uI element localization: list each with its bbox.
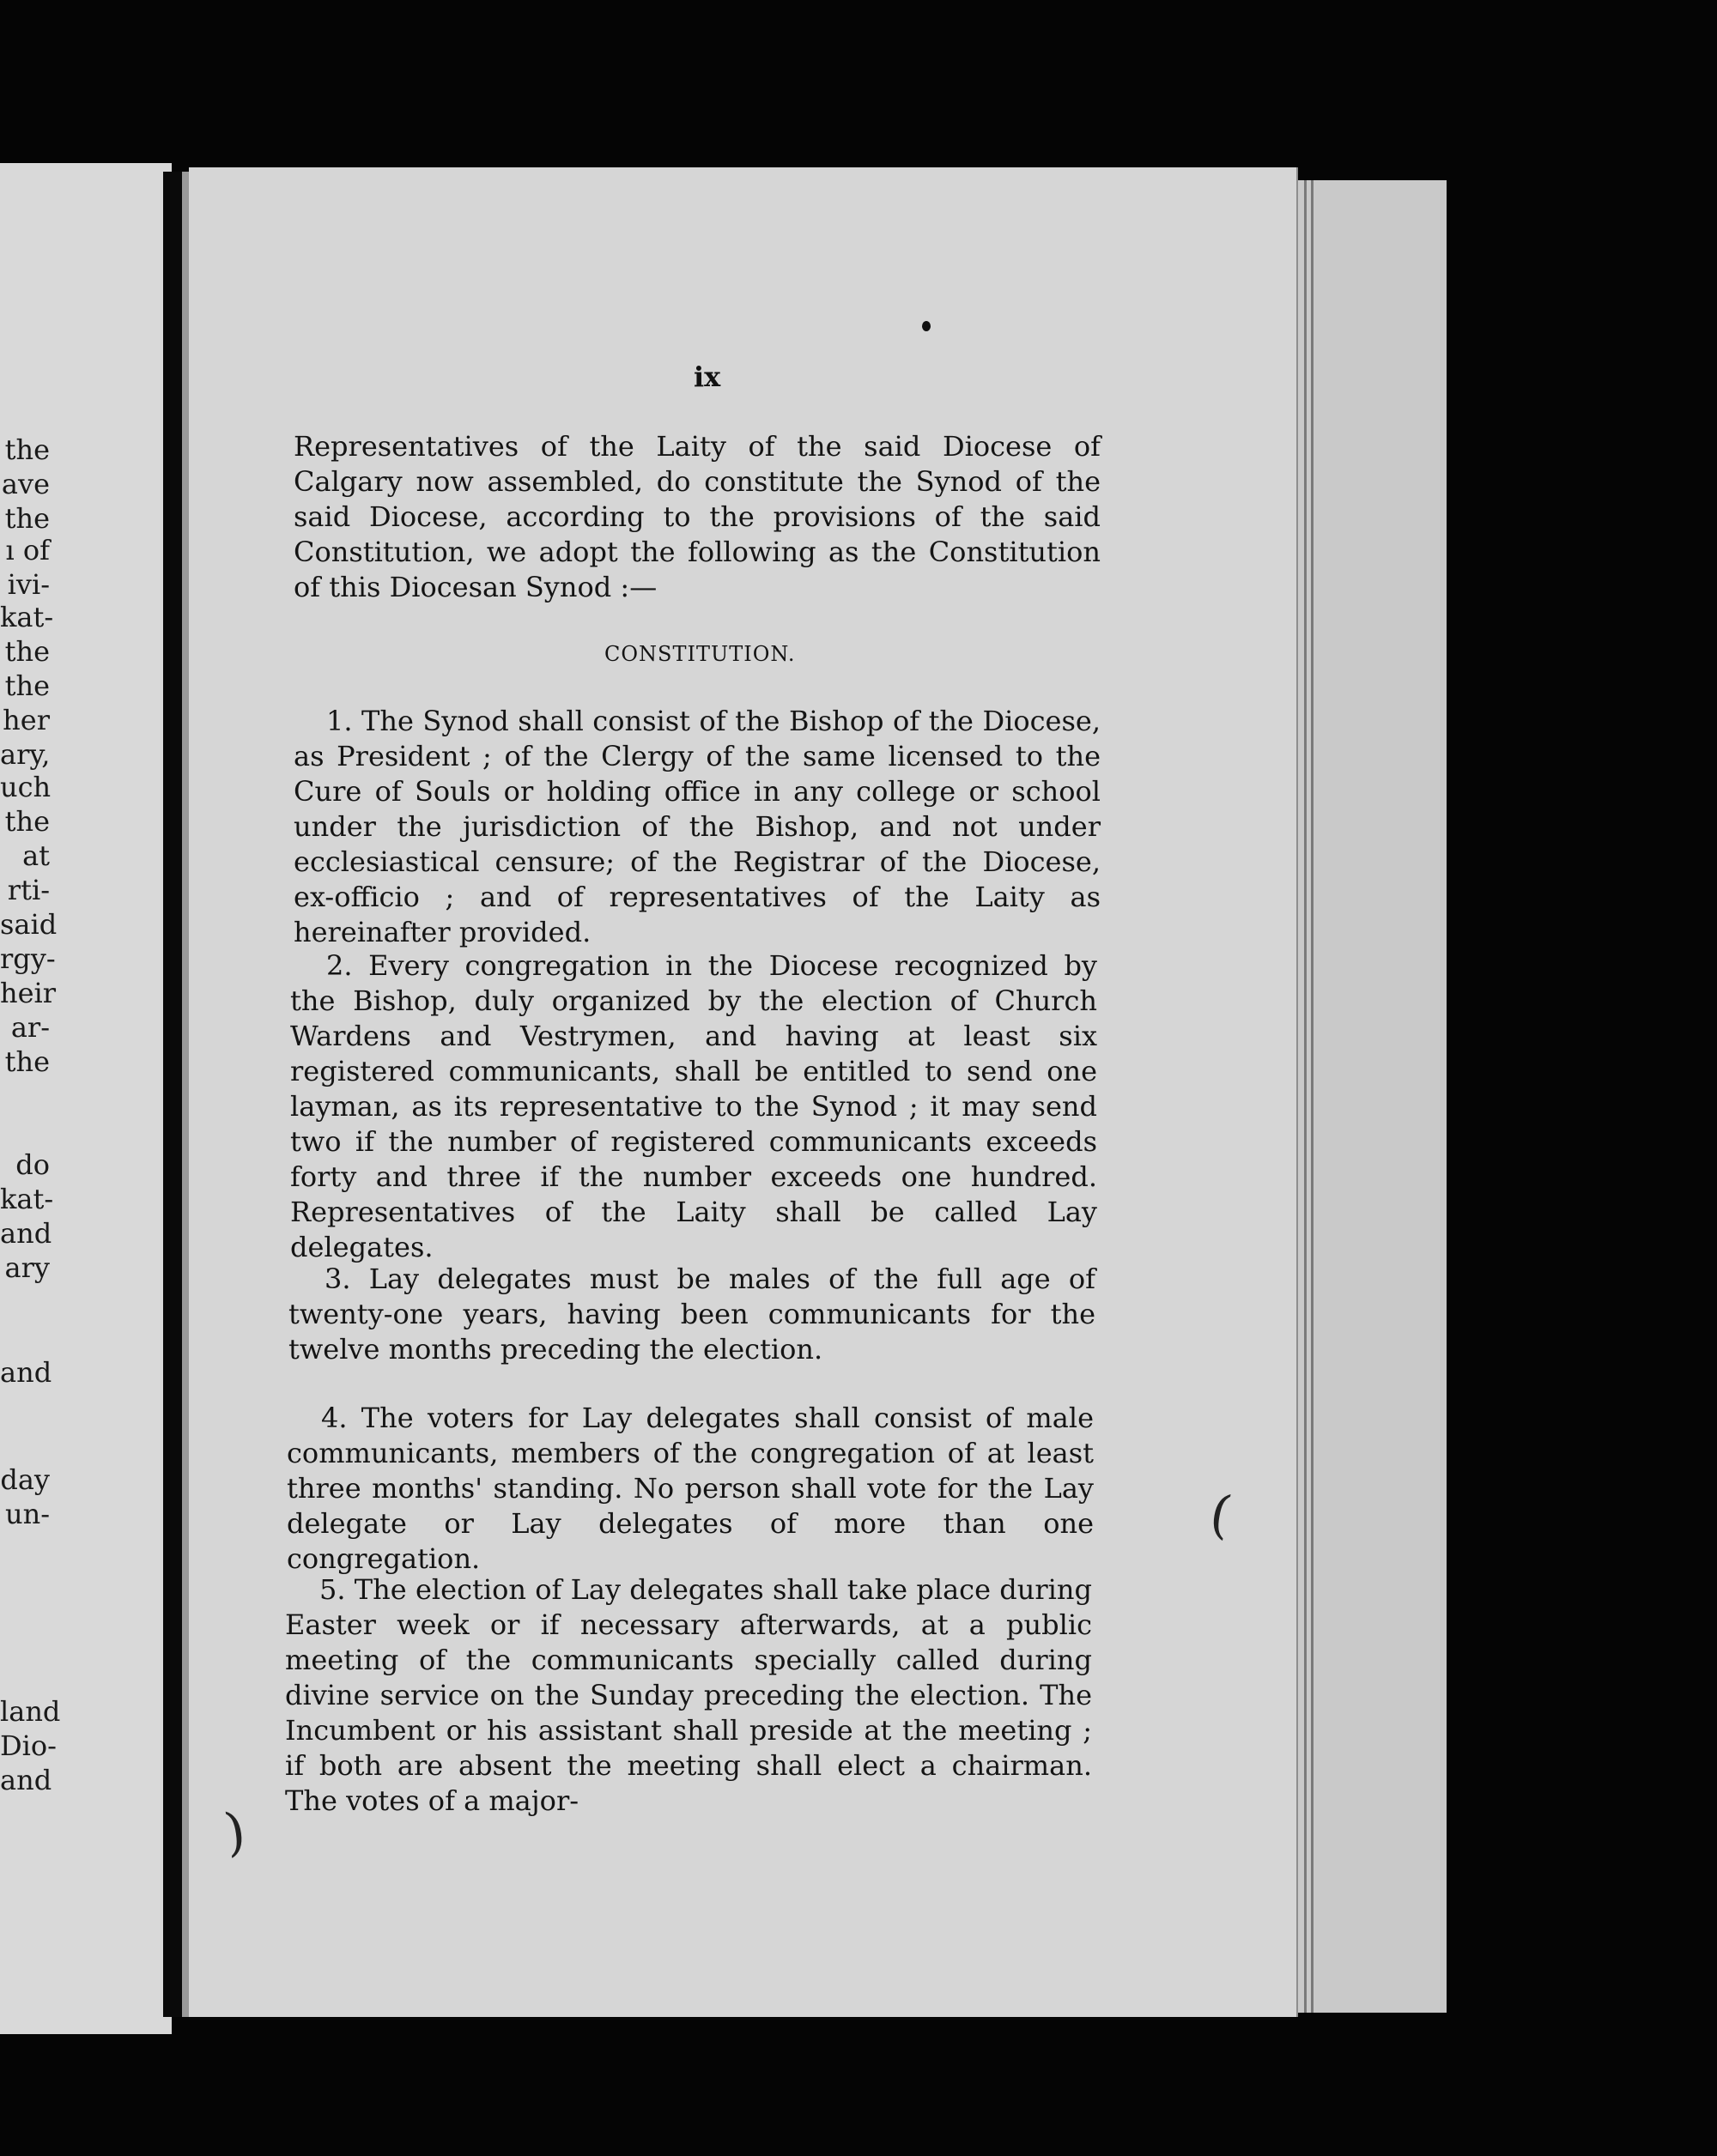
left-page-fragment: and xyxy=(0,1764,52,1796)
page-stack-edges xyxy=(1292,180,1447,2013)
left-page-fragment: the xyxy=(4,635,50,668)
left-page-fragment: at xyxy=(22,839,50,872)
section-2 xyxy=(290,948,1097,1265)
left-page-fragment: heir xyxy=(0,977,57,1009)
page-number: ix xyxy=(694,360,721,393)
section-4 xyxy=(287,1401,1094,1577)
left-page-fragment: kat- xyxy=(0,601,54,633)
left-page-fragment: the xyxy=(4,669,50,702)
section-heading: CONSTITUTION. xyxy=(604,642,796,666)
left-page-fragment: and xyxy=(0,1356,52,1389)
left-page-fragment: uch xyxy=(0,771,52,803)
left-page-fragment: land xyxy=(0,1695,61,1728)
left-page-fragment: kat- xyxy=(0,1183,54,1215)
left-page-fragment: the xyxy=(4,433,50,466)
left-page-fragment: ave xyxy=(1,468,50,500)
left-page-fragment: the xyxy=(4,1045,50,1078)
section-4-text: 4. The voters for Lay delegates shall consist of male communicants, members of the congregation of at least three months' standing. No person shall vote for the Lay delegate or Lay delegates of more than one congregation. xyxy=(287,1402,1094,1575)
section-3-text: 3. Lay delegates must be males of the full age of twenty-one years, having been communicants for the twelve months preceding the election. xyxy=(288,1263,1095,1366)
left-page-fragment: said xyxy=(0,908,58,941)
margin-pencil-mark: ( xyxy=(1205,1483,1236,1547)
left-page-fragment: the xyxy=(4,502,50,535)
section-5-text: 5. The election of Lay delegates shall take place during Easter week or if necessary afterwards, at a public meeting of the communicants specially called during divine service on the Sunday preceding the election. The Incumbent or his assistant shall preside at the meeting ; if both are absent the meeting shall elect a chairman. The votes of a major- xyxy=(285,1573,1092,1817)
section-3 xyxy=(288,1262,1095,1367)
section-1 xyxy=(294,704,1101,950)
left-page-fragment: rti- xyxy=(7,874,50,906)
left-page-fragment: ar- xyxy=(10,1011,50,1044)
left-page-fragment: ivi- xyxy=(7,568,50,601)
ink-speck xyxy=(922,321,931,331)
left-page-fragment: rgy- xyxy=(0,942,56,975)
section-1-text: 1. The Synod shall consist of the Bishop of the Diocese, as President ; of the Clergy of the same licensed to the Cure of Souls or holding office in any college or school under the jurisdiction of the Bishop, and not under ecclesiastical censure; of the Registrar of the Diocese, ex-officio ; and of representatives of the Laity as hereinafter provided. xyxy=(294,705,1101,948)
left-page-fragment: ary, xyxy=(0,738,51,771)
book-gutter xyxy=(163,172,182,2017)
left-page-fragment: Dio- xyxy=(0,1729,57,1762)
gutter-edge xyxy=(182,172,189,2017)
intro-paragraph xyxy=(294,429,1101,605)
left-page-fragment: ı of xyxy=(5,534,50,566)
section-5 xyxy=(285,1572,1092,1819)
section-2-text: 2. Every congregation in the Diocese recognized by the Bishop, duly organized by the election of Church Wardens and Vestrymen, and having at least six registered communicants, shall be entitled to send one layman, as its representative to the Synod ; it may send two if the number of registered communicants exceeds forty and three if the number exceeds one hundred. Representatives of the Laity shall be called Lay delegates. xyxy=(290,949,1097,1263)
left-page-fragment: day xyxy=(0,1463,50,1496)
left-page-fragment: ary xyxy=(4,1251,50,1284)
left-page-fragment: un- xyxy=(4,1498,50,1530)
intro-text: Representatives of the Laity of the said Diocese of Calgary now assembled, do constitute the Synod of the said Diocese, according to the provisions of the said Constitution, we adopt the following as the Constitution of this Diocesan Synod :— xyxy=(294,430,1101,603)
margin-pencil-mark-bottom: ) xyxy=(221,1801,250,1864)
left-page-fragment: her xyxy=(3,704,50,736)
left-page-fragment: do xyxy=(15,1148,50,1181)
left-page-fragment: the xyxy=(4,805,50,838)
left-page-fragment: and xyxy=(0,1217,52,1250)
